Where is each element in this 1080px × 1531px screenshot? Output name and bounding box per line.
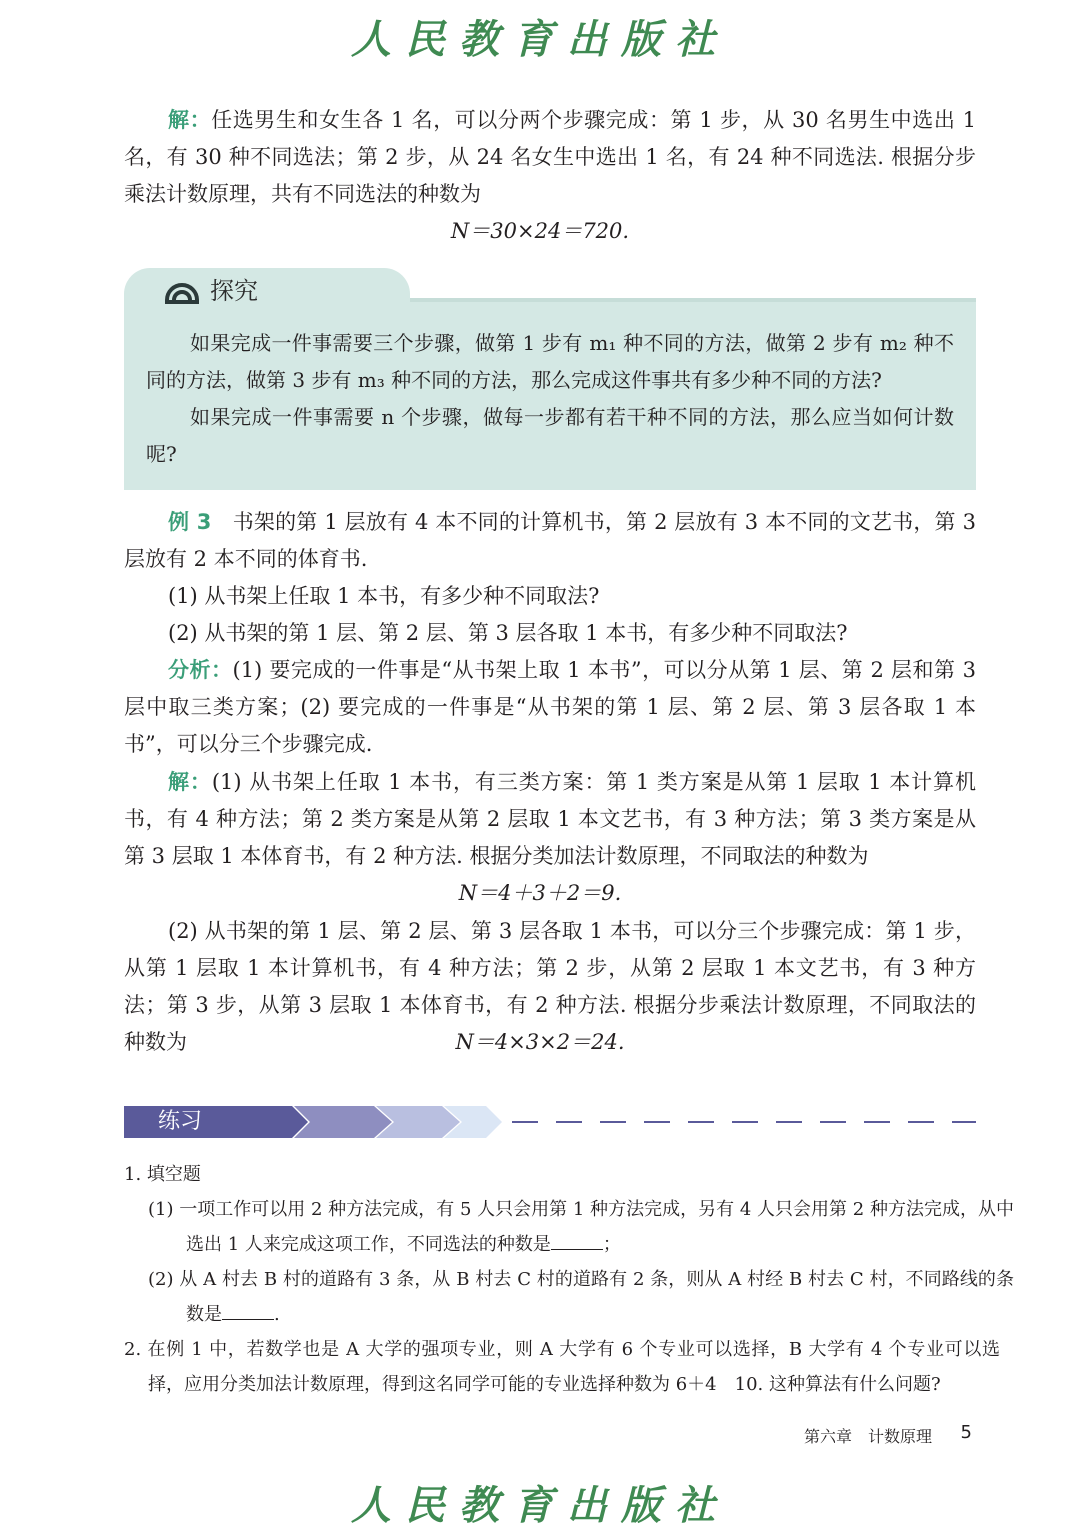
exercise-1a: (1) 一项工作可以用 2 种方法完成，有 5 人只会用第 1 种方法完成，另有 4 人只会用第 2 种方法完成，从中选出 1 人来完成这项工作，不同选法的种数是 ；: [148, 1199, 1014, 1255]
answer-blank[interactable]: [551, 1231, 603, 1250]
explore-paragraph-2: 如果完成一件事需要 n 个步骤，做每一步都有若干种不同的方法，那么应当如何计数呢?: [146, 405, 954, 466]
analysis-label: 分析：: [168, 658, 233, 682]
exercise-1-title: 1. 填空题: [124, 1164, 201, 1185]
analysis-text: (1) 要完成的一件事是“从书架上取 1 本书”，可以分从第 1 层、第 2 层和第 3 层中取三类方案；(2) 要完成的一件事是“从书架的第 1 层、第 2 层、第 3 层各取 1 本书”，可以分三个步骤完成.: [124, 658, 977, 756]
explore-divider: [410, 298, 976, 302]
explore-icon: [164, 276, 200, 306]
exercise-2: 2. 在例 1 中，若数学也是 A 大学的强项专业，则 A 大学有 6 个专业可以选择，B 大学有 4 个专业可以选择，应用分类加法计数原理，得到这名同学可能的专业选择种数为 6＋4 10. 这种算法有什么问题?: [124, 1339, 1000, 1395]
publisher-logo-bottom: 人民教育出版社: [351, 1482, 729, 1529]
page-number: 5: [960, 1422, 972, 1443]
explore-paragraph-1: 如果完成一件事需要三个步骤，做第 1 步有 m₁ 种不同的方法，做第 2 步有 m₂ 种不同的方法，做第 3 步有 m₃ 种不同的方法，那么完成这件事共有多少种不同的方法?: [146, 331, 954, 392]
example3-text: 书架的第 1 层放有 4 本不同的计算机书，第 2 层放有 3 本不同的文艺书，第 3 层放有 2 本不同的体育书.: [124, 510, 976, 571]
example3-solution-1: [124, 764, 976, 875]
publisher-logo: 人民教育出版社: [351, 16, 729, 63]
practice-dash-line: [512, 1121, 976, 1123]
explore-content: [146, 325, 954, 473]
example3-label: 例 3: [168, 510, 212, 534]
example3-solution-2: (2) 从书架的第 1 层、第 2 层、第 3 层各取 1 本书，可以分三个步骤完成：第 1 步，从第 1 层取 1 本计算机书，有 4 种方法；第 2 步，从第 2 层取 1 本文艺书，有 3 种方法；第 3 步，从第 3 层取 1 本体育书，有 2 种方法. 根据分步乘法计数原理，不同取法的种数为: [124, 919, 976, 1054]
example3-question-2: (2) 从书架的第 1 层、第 2 层、第 3 层各取 1 本书，有多少种不同取法?: [168, 621, 848, 645]
solution-text: 任选男生和女生各 1 名，可以分两个步骤完成：第 1 步，从 30 名男生中选出 1 名，有 30 种不同选法；第 2 步，从 24 名女生中选出 1 名，有 24 种不同选法. 根据分步乘法计数原理，共有不同选法的种数为: [124, 108, 977, 206]
solution-label: 解：: [168, 108, 212, 132]
solution-paragraph: [124, 102, 976, 213]
example3-analysis: [124, 652, 976, 763]
formula-720: N＝30×24＝720.: [450, 219, 630, 243]
answer-blank[interactable]: [222, 1301, 274, 1320]
example3-question-1: (1) 从书架上任取 1 本书，有多少种不同取法?: [168, 584, 600, 608]
exercise-1b: (2) 从 A 村去 B 村的道路有 3 条，从 B 村去 C 村的道路有 2 条，则从 A 村经 B 村去 C 村，不同路线的条数是 .: [148, 1269, 1014, 1325]
explore-title: 探究: [210, 277, 258, 305]
formula-24: N＝4×3×2＝24.: [455, 1030, 625, 1054]
example3-statement: [124, 504, 976, 578]
formula-9: N＝4＋3＋2＝9.: [458, 881, 622, 905]
practice-title: 练习: [158, 1109, 203, 1134]
footer-chapter: 第六章 计数原理: [803, 1427, 932, 1446]
solution-text: (1) 从书架上任取 1 本书，有三类方案：第 1 类方案是从第 1 层取 1 本计算机书，有 4 种方法；第 2 类方案是从第 2 层取 1 本文艺书，有 3 种方法；第 3 类方案是从第 3 层取 1 本体育书，有 2 种方法. 根据分类加法计数原理，不同取法的种数为: [124, 770, 976, 868]
solution-label: 解：: [168, 770, 212, 794]
